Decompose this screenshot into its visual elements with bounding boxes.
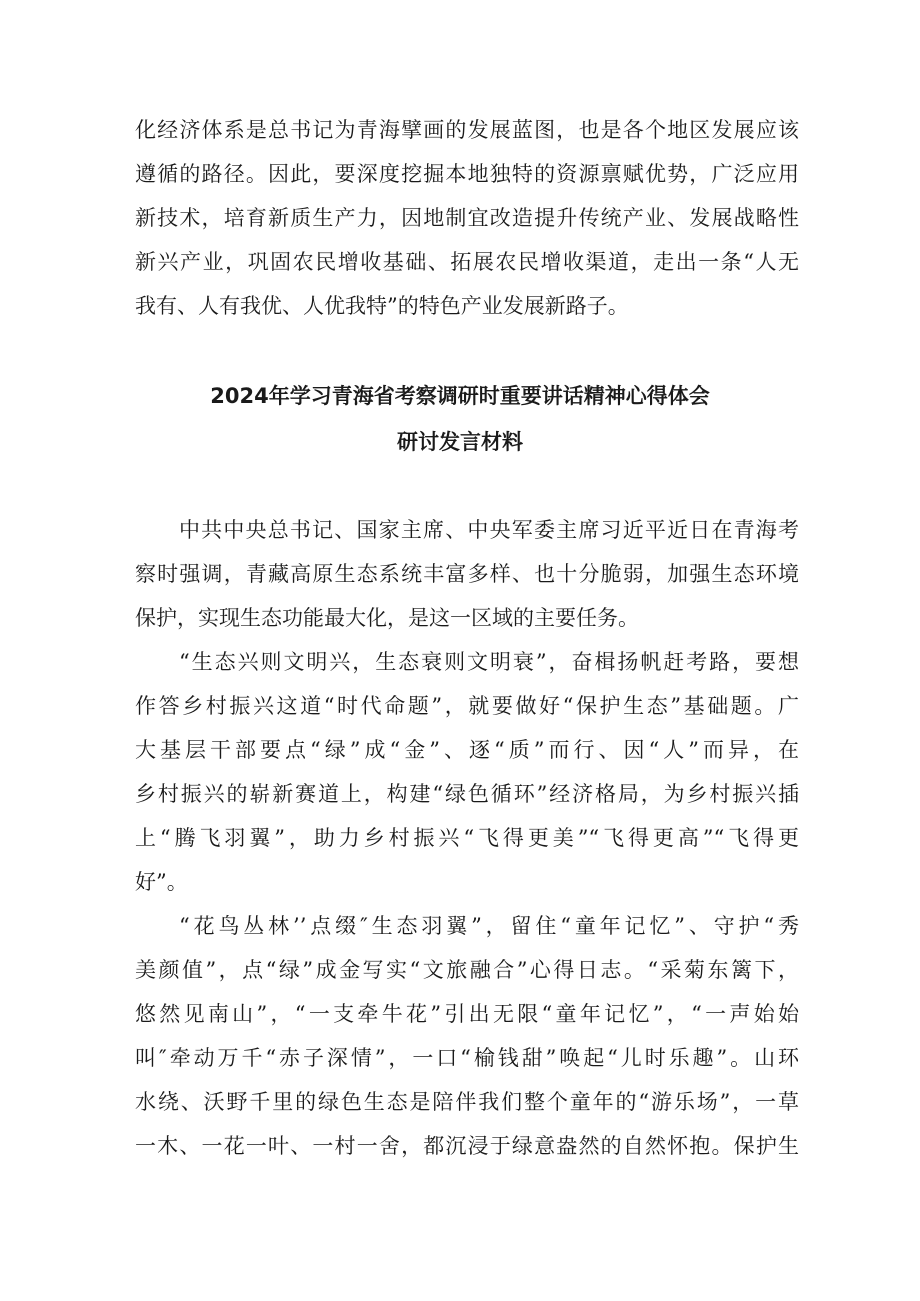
- text-line: 中共中央总书记、国家主席、中央军委主席习近平近日在青海考: [179, 518, 799, 542]
- text-line: 叫″牵动万千“赤子深情”，一口“榆钱甜”唤起“儿时乐趣”。山环: [135, 1046, 799, 1070]
- text-line: 美颜值”，点“绿”成金写实“文旅融合”心得日志。“采菊东篱下，: [135, 958, 799, 982]
- article-title-line1: 2024年学习青海省考察调研时重要讲话精神心得体会: [210, 384, 710, 408]
- text-line: 水绕、沃野千里的绿色生态是陪伴我们整个童年的“游乐场”，一草: [135, 1090, 799, 1114]
- body-paragraph: [135, 508, 799, 640]
- text-line: 上“腾飞羽翼”，助力乡村振兴“飞得更美”“飞得更高”“飞得更: [135, 826, 799, 850]
- body-paragraph: [135, 904, 799, 1168]
- text-line: 一木、一花一叶、一村一舍，都沉浸于绿意盎然的自然怀抱。保护生: [135, 1134, 799, 1158]
- text-line: 化经济体系是总书记为青海擘画的发展蓝图，也是各个地区发展应该: [135, 118, 799, 142]
- article-title-line2: 研讨发言材料: [397, 430, 523, 454]
- text-line: 保护，实现生态功能最大化，是这一区域的主要任务。: [135, 606, 639, 630]
- text-line: 大基层干部要点“绿”成“金”、逐“质”而行、因“人”而异，在: [135, 738, 799, 762]
- text-line: 遵循的路径。因此，要深度挖掘本地独特的资源禀赋优势，广泛应用: [135, 162, 799, 186]
- text-line: “生态兴则文明兴，生态衰则文明衰”，奋楫扬帆赶考路，要想: [179, 650, 799, 674]
- text-line: 好”。: [135, 870, 188, 894]
- text-line: 新技术，培育新质生产力，因地制宜改造提升传统产业、发展战略性: [135, 206, 799, 230]
- text-line: 我有、人有我优、人优我特”的特色产业发展新路子。: [135, 294, 629, 318]
- text-line: 悠然见南山”，“一支牵牛花”引出无限“童年记忆”，“一声始始: [135, 1002, 799, 1026]
- text-line: 作答乡村振兴这道“时代命题”，就要做好“保护生态”基础题。广: [135, 694, 799, 718]
- body-paragraph: [135, 640, 799, 904]
- text-line: 察时强调，青藏高原生态系统丰富多样、也十分脆弱，加强生态环境: [135, 562, 799, 586]
- continuation-paragraph: [135, 108, 799, 328]
- text-line: 新兴产业，巩固农民增收基础、拓展农民增收渠道，走出一条“人无: [135, 250, 799, 274]
- text-line: 乡村振兴的崭新赛道上，构建“绿色循环”经济格局，为乡村振兴插: [135, 782, 799, 806]
- text-line: “花鸟丛林’’点缀″生态羽翼”，留住“童年记忆”、守护“秀: [179, 914, 799, 938]
